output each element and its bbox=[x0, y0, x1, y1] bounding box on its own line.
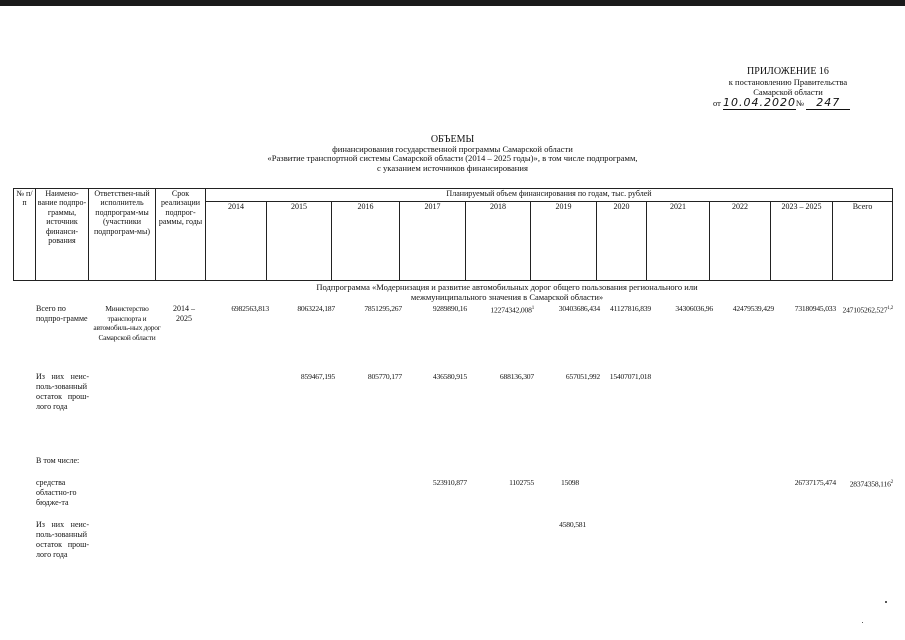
subprogram-line-2: межмуниципального значения в Самарской области» bbox=[410, 292, 604, 302]
scan-speck bbox=[862, 622, 863, 623]
row-regional-pre-label: В том числе: bbox=[36, 456, 80, 465]
year-header: 2019 bbox=[531, 202, 597, 281]
heading-title: ОБЪЕМЫ bbox=[430, 134, 475, 145]
value-2023-2025: 73180945,033 bbox=[794, 304, 836, 313]
handwritten-number: 247 bbox=[806, 96, 850, 110]
footnote-mark: 1 bbox=[531, 306, 534, 311]
value-total: 247105262,527$^{1,2}$ bbox=[842, 305, 893, 315]
appendix-line-2: Самарской области bbox=[753, 87, 823, 97]
year-header: 2014 bbox=[206, 202, 267, 281]
value-2019: 4580,581 bbox=[559, 520, 586, 529]
scan-speck bbox=[885, 601, 887, 603]
appendix-block bbox=[713, 67, 863, 108]
row-regional-label: средства областно-го бюдже-та bbox=[36, 478, 77, 507]
heading-line-3: с указанием источников финансирования bbox=[377, 162, 528, 173]
row-total-responsible: Министерство транспорта и автомобиль-ных дорог Самарской области bbox=[93, 304, 161, 342]
col-name-header: Наимено-вание подпро-граммы, источник финанси-рования bbox=[36, 189, 89, 281]
appendix-title: ПРИЛОЖЕНИЕ 16 bbox=[747, 66, 829, 77]
year-header: 2022 bbox=[710, 202, 771, 281]
year-header: 2016 bbox=[332, 202, 400, 281]
value-2015: 859467,195 bbox=[300, 372, 335, 381]
financing-table-header bbox=[13, 188, 893, 281]
row-total-term: 2014 – 2025 bbox=[173, 304, 195, 323]
number-label: № bbox=[795, 98, 805, 108]
value-2017: 523910,877 bbox=[432, 478, 467, 487]
value-2018: 12274342,008$^1$ bbox=[490, 305, 534, 315]
year-header: 2020 bbox=[597, 202, 647, 281]
value-2019: 30403686,434 bbox=[558, 304, 600, 313]
value-2017: 9289890,16 bbox=[432, 304, 467, 313]
value-2016: 805770,177 bbox=[367, 372, 402, 381]
value-2023-2025: 26737175,474 bbox=[794, 478, 836, 487]
from-label: от bbox=[713, 98, 721, 108]
footnote-mark: 1,2 bbox=[887, 306, 893, 311]
value-2019: 15098 bbox=[561, 478, 579, 487]
value-2018: 688136,307 bbox=[499, 372, 534, 381]
subprogram-line-1: Подпрограмма «Модернизация и развитие автомобильных дорог общего пользования регионального или bbox=[316, 282, 698, 292]
value-2016: 7851295,267 bbox=[364, 304, 402, 313]
row-unused-label: Из них неис-поль-зованный остаток прош-лого года bbox=[36, 372, 89, 411]
col-term-header: Срок реализации подпрог-раммы, годы bbox=[156, 189, 206, 281]
handwritten-date: 10.04.2020 bbox=[722, 96, 796, 109]
col-responsible-header: Ответствен-ный исполнитель подпрограм-мы (участники подпрограм-мы) bbox=[89, 189, 156, 281]
total-header: Всего bbox=[833, 202, 893, 281]
subprogram-title bbox=[212, 282, 802, 302]
year-header: 2015 bbox=[267, 202, 332, 281]
value-2017: 436580,915 bbox=[432, 372, 467, 381]
value-2020: 41127816,839 bbox=[610, 304, 651, 313]
year-header: 2017 bbox=[400, 202, 466, 281]
value-2018: 1102755 bbox=[509, 478, 534, 487]
value-2014: 6982563,813 bbox=[231, 304, 269, 313]
value-2020: 15407071,018 bbox=[609, 372, 651, 381]
row-total-label: Всего по подпро-грамме bbox=[36, 304, 88, 323]
appendix-date-line bbox=[713, 98, 863, 108]
row-unused-label: Из них неис-поль-зованный остаток прош-лого года bbox=[36, 520, 89, 559]
value-2021: 34306036,96 bbox=[675, 304, 713, 313]
document-heading bbox=[180, 135, 725, 173]
year-header: 2021 bbox=[647, 202, 710, 281]
value-2022: 42479539,429 bbox=[732, 304, 774, 313]
value-total: 28374358,116$^2$ bbox=[849, 479, 893, 489]
year-header: 2018 bbox=[466, 202, 531, 281]
value-2019: 657051,992 bbox=[565, 372, 600, 381]
footnote-mark: 2 bbox=[890, 480, 893, 485]
col-number-header: № п/п bbox=[14, 189, 36, 281]
heading-line-1: финансирования государственной программы Самарской области bbox=[332, 143, 573, 154]
year-header: 2023 – 2025 bbox=[771, 202, 833, 281]
heading-line-2: «Развитие транспортной системы Самарской области (2014 – 2025 годы)», в том числе подпрограмм, bbox=[267, 153, 638, 163]
col-plan-header: Планируемый объем финансирования по годам, тыс. рублей bbox=[206, 189, 893, 202]
scan-top-border bbox=[0, 0, 905, 6]
appendix-line-1: к постановлению Правительства bbox=[728, 77, 848, 87]
value-2015: 8063224,187 bbox=[297, 304, 335, 313]
